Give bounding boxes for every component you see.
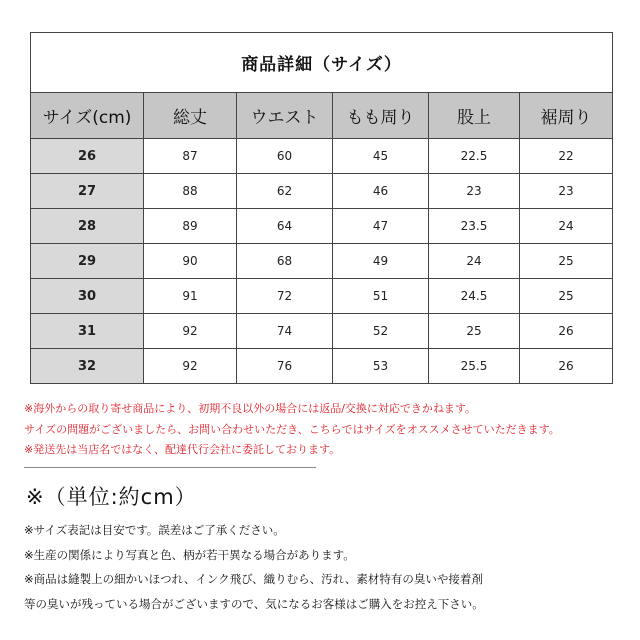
cell-rise: 24.5 (429, 279, 520, 314)
note-sewing-defects: ※商品は縫製上の細かいほつれ、インク飛び、織りむら、汚れ、素材特有の臭いや接着剤 (24, 572, 483, 586)
table-row (31, 349, 613, 384)
note-size-approx: ※サイズ表記は目安です。誤差はご了承ください。 (24, 523, 285, 537)
note-odor: 等の臭いが残っている場合がございますので、気になるお客様はご購入をお控え下さい。 (24, 596, 484, 611)
table-row (31, 174, 613, 209)
cell-size: 26 (31, 139, 144, 174)
header-size: サイズ(cm) (31, 93, 144, 139)
cell-total-length: 92 (144, 314, 237, 349)
table-row (31, 314, 613, 349)
note-size-consultation: サイズの問題がございましたら、お問い合わせいただき、こちらではサイズをオススメさせていただきます。 (24, 422, 560, 436)
cell-total-length: 89 (144, 209, 237, 244)
cell-thigh: 49 (333, 244, 429, 279)
cell-rise: 23 (429, 174, 520, 209)
header-thigh: もも周り (333, 93, 429, 139)
cell-rise: 25.5 (429, 349, 520, 384)
cell-thigh: 53 (333, 349, 429, 384)
cell-waist: 72 (237, 279, 333, 314)
cell-waist: 76 (237, 349, 333, 384)
cell-size: 32 (31, 349, 144, 384)
unit-heading: ※（単位:約cm） (26, 485, 197, 509)
cell-hem: 26 (520, 349, 613, 384)
cell-size: 31 (31, 314, 144, 349)
cell-thigh: 52 (333, 314, 429, 349)
cell-size: 30 (31, 279, 144, 314)
table-row (31, 139, 613, 174)
cell-thigh: 45 (333, 139, 429, 174)
cell-thigh: 51 (333, 279, 429, 314)
cell-hem: 23 (520, 174, 613, 209)
product-disclaimer-notes (24, 518, 629, 616)
table-header-row (31, 93, 613, 139)
cell-size: 28 (31, 209, 144, 244)
note-color-variation: ※生産の関係により写真と色、柄が若干異なる場合があります。 (24, 547, 355, 562)
note-no-returns: ※海外からの取り寄せ商品により、初期不良以外の場合には返品/交換に対応できかねます。 (24, 402, 477, 415)
table-row (31, 279, 613, 314)
note-shipping-agent: ※発送先は当店名ではなく、配達代行会社に委託しております。 (24, 443, 341, 456)
cell-total-length: 90 (144, 244, 237, 279)
table-title: 商品詳細（サイズ） (31, 33, 613, 93)
cell-rise: 24 (429, 244, 520, 279)
cell-waist: 60 (237, 139, 333, 174)
header-rise: 股上 (429, 93, 520, 139)
cell-total-length: 92 (144, 349, 237, 384)
cell-waist: 64 (237, 209, 333, 244)
cell-hem: 24 (520, 209, 613, 244)
cell-rise: 23.5 (429, 209, 520, 244)
section-divider (24, 467, 316, 468)
table-row (31, 244, 613, 279)
cell-waist: 62 (237, 174, 333, 209)
table-row (31, 209, 613, 244)
cell-hem: 25 (520, 279, 613, 314)
header-hem: 裾周り (520, 93, 613, 139)
cell-waist: 74 (237, 314, 333, 349)
size-table (30, 32, 613, 384)
cell-total-length: 88 (144, 174, 237, 209)
cell-rise: 25 (429, 314, 520, 349)
cell-hem: 25 (520, 244, 613, 279)
cell-rise: 22.5 (429, 139, 520, 174)
return-policy-notes (24, 399, 624, 461)
cell-waist: 68 (237, 244, 333, 279)
cell-size: 27 (31, 174, 144, 209)
header-waist: ウエスト (237, 93, 333, 139)
cell-total-length: 91 (144, 279, 237, 314)
cell-hem: 22 (520, 139, 613, 174)
header-total-length: 総丈 (144, 93, 237, 139)
cell-size: 29 (31, 244, 144, 279)
cell-hem: 26 (520, 314, 613, 349)
cell-thigh: 46 (333, 174, 429, 209)
cell-total-length: 87 (144, 139, 237, 174)
cell-thigh: 47 (333, 209, 429, 244)
